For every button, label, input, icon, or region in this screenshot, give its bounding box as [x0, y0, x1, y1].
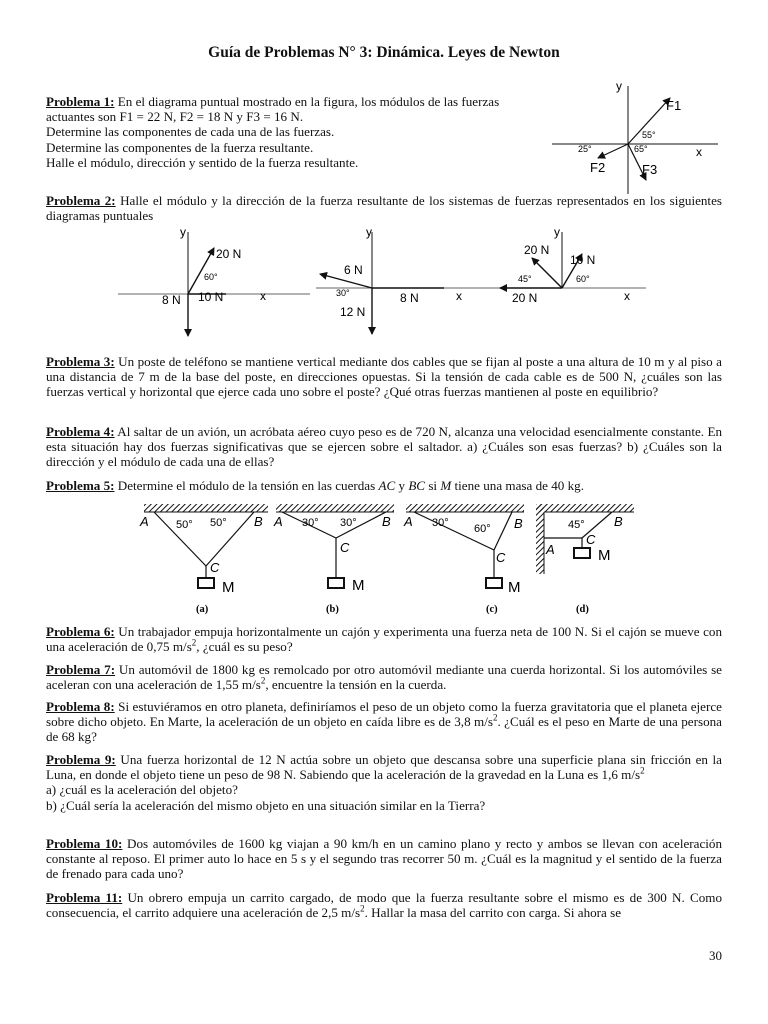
problem-1: Problema 1: En el diagrama puntual mostrado en la figura, los módulos de las fuerzas actuantes son F1 = 22 N, F2 = 18 N y F3 = 16 N. Determine las componentes de cada una de las fuerzas. Determine las componentes de la fuerza resultante. Halle el módulo, dirección y sentido de la fuerza resultante.	[46, 94, 500, 170]
problem-7-label: Problema 7:	[46, 662, 116, 677]
svg-text:A: A	[274, 514, 283, 529]
svg-text:x: x	[456, 289, 462, 303]
svg-text:45°: 45°	[568, 519, 585, 531]
svg-text:6 N: 6 N	[344, 263, 363, 277]
problem-8-label: Problema 8:	[46, 699, 115, 714]
figure-5c	[403, 504, 524, 615]
svg-text:B: B	[614, 514, 623, 529]
problem-9-question-a: a) ¿cuál es la aceleración del objeto?	[46, 782, 238, 798]
svg-text:8 N: 8 N	[162, 293, 181, 307]
problem-3-label: Problema 3:	[46, 354, 115, 369]
svg-text:10 N: 10 N	[198, 290, 224, 304]
svg-text:A: A	[404, 514, 413, 529]
svg-text:M: M	[352, 577, 365, 594]
figure-5d	[536, 504, 634, 615]
p1-f2-label: F2	[590, 160, 606, 175]
problem-3: Problema 3: Un poste de teléfono se mantiene vertical mediante dos cables que se fijan al poste a una altura de 10 m y al piso a una distancia de 7 m de la base del poste, en direcciones opuestas. Si la tensión de cada cable es de 500 N, ¿cuáles son las fuerzas vertical y horizontal que ejerce cada uno sobre el poste? ¿Qué otras fuerzas mantienen al poste en equilibrio?	[46, 354, 722, 400]
problem-10-label: Problema 10:	[46, 836, 123, 851]
p1-angle-65: 65°	[634, 144, 648, 154]
p1-angle-25: 25°	[578, 144, 592, 154]
force-diagram-3	[470, 225, 646, 305]
svg-text:y: y	[366, 225, 372, 239]
problem-2: Problema 2: Halle el módulo y la dirección de la fuerza resultante de los sistemas de fuerzas representados en los siguientes diagramas puntuales	[46, 193, 722, 224]
svg-text:A: A	[140, 514, 149, 529]
problem-9: Problema 9: Una fuerza horizontal de 12 N actúa sobre un objeto que descansa sobre una superficie plana sin fricción en la Luna, en donde el objeto tiene un peso de 98 N. Sabiendo que la aceleración de la gravedad en la Luna es 1,6 $m/s^2$ a) ¿cuál es la aceleración del objeto? b) ¿Cuál sería la aceleración del mismo objeto en una situación similar en la Tierra?	[46, 752, 722, 813]
problem-10: Problema 10: Dos automóviles de 1600 kg viajan a 90 km/h en un camino plano y recto y ambos se llevan con aceleración constante al reposo. El primer auto lo hace en 5 s y el segundo tras recorrer 50 m. ¿Cuál es la magnitud y el sentido de la fuerza de frenado para cada uno?	[46, 836, 722, 882]
problem-1-label: Problema 1:	[46, 94, 115, 109]
svg-text:x: x	[624, 289, 630, 303]
figure-5a	[139, 504, 268, 615]
problem-9-label: Problema 9:	[46, 752, 116, 767]
problem-11: Problema 11: Un obrero empuja un carrito cargado, de modo que la fuerza resultante sobre el mismo es de 300 N. Como consecuencia, el carrito adquiere una aceleración de 2,5 $m/s^2$. Hallar la masa del carrito con carga. Si ahora se	[46, 890, 723, 921]
p1-x-label: x	[696, 145, 702, 159]
problem-4: Problema 4: Al saltar de un avión, un acróbata aéreo cuyo peso es de 720 N, alcanza una velocidad esencialmente constante. En esta situación hay dos fuerzas significativas que se ejercen sobre el saltador. a) ¿Cuáles son esas fuerzas? b) ¿Cuáles son la dirección y el módulo de cada una de ellas?	[46, 424, 722, 470]
problem-5-label: Problema 5:	[46, 478, 115, 493]
svg-text:60°: 60°	[576, 274, 590, 284]
p1-angle-55: 55°	[642, 130, 656, 140]
problem-9-question-b: b) ¿Cuál sería la aceleración del mismo objeto en una situación similar en la Tierra?	[46, 797, 486, 813]
svg-text:50°: 50°	[210, 517, 227, 529]
figure-5b	[273, 504, 394, 615]
svg-text:20 N: 20 N	[524, 243, 550, 257]
svg-text:10 N: 10 N	[570, 253, 596, 267]
svg-text:12 N: 12 N	[340, 305, 366, 319]
svg-text:30°: 30°	[340, 517, 357, 529]
problem-2-label: Problema 2:	[46, 193, 116, 208]
svg-text:8 N: 8 N	[400, 291, 419, 305]
force-diagram-2	[316, 225, 482, 334]
svg-text:30°: 30°	[336, 288, 350, 298]
problem-5: Problema 5: Determine el módulo de la tensión en las cuerdas AC y BC si M tiene una masa de 40 kg.	[46, 478, 584, 493]
problem-2-diagrams	[110, 224, 650, 348]
problem-11-label: Problema 11:	[46, 890, 123, 905]
svg-text:x: x	[260, 289, 266, 303]
svg-text:(c): (c)	[486, 604, 498, 615]
svg-text:(d): (d)	[576, 604, 589, 615]
svg-text:M: M	[598, 547, 611, 564]
problem-5-figures	[130, 502, 670, 616]
svg-text:y: y	[180, 225, 186, 239]
problem-8: Problema 8: Si estuviéramos en otro planeta, definiríamos el peso de un objeto como la fuerza gravitatoria que el planeta ejerce sobre dicho objeto. En Marte, la aceleración de un objeto en caída libre es de 3,8 $m/s^2$. ¿Cuál es el peso en Marte de una persona de 68 kg?	[46, 699, 722, 745]
svg-text:20 N: 20 N	[216, 247, 242, 261]
p1-y-label: y	[616, 79, 622, 93]
p1-f3-label: F3	[642, 162, 658, 177]
svg-text:M: M	[508, 579, 521, 596]
svg-text:60°: 60°	[204, 272, 218, 282]
svg-text:20 N: 20 N	[512, 291, 538, 305]
page-title: Guía de Problemas N° 3: Dinámica. Leyes de Newton	[208, 44, 560, 61]
problem-4-label: Problema 4:	[46, 424, 115, 439]
svg-text:M: M	[222, 579, 235, 596]
problem-1-diagram	[548, 76, 728, 196]
svg-text:A: A	[546, 542, 555, 557]
svg-text:(a): (a)	[196, 604, 209, 615]
svg-text:B: B	[254, 514, 263, 529]
force-diagram-1	[118, 225, 310, 336]
svg-text:30°: 30°	[432, 517, 449, 529]
problem-7: Problema 7: Un automóvil de 1800 kg es remolcado por otro automóvil mediante una cuerda horizontal. Si los automóviles se aceleran con una aceleración de 1,55 $m/s^2$, encuentre la tensión en la cuerda.	[46, 662, 722, 693]
svg-text:C: C	[340, 540, 350, 555]
page-number: 30	[709, 948, 722, 963]
svg-text:50°: 50°	[176, 519, 193, 531]
problem-6: Problema 6: Un trabajador empuja horizontalmente un cajón y experimenta una fuerza neta de 100 N. Si el cajón se mueve con una aceleración de 0,75 $m/s^2$, ¿cuál es su peso?	[46, 624, 722, 655]
svg-text:45°: 45°	[518, 274, 532, 284]
svg-text:C: C	[586, 532, 596, 547]
svg-text:y: y	[554, 225, 560, 239]
problem-6-label: Problema 6:	[46, 624, 115, 639]
p1-f1-label: F1	[666, 98, 682, 113]
svg-text:(b): (b)	[326, 604, 339, 615]
svg-text:B: B	[382, 514, 391, 529]
svg-text:C: C	[210, 560, 220, 575]
svg-text:B: B	[514, 516, 523, 531]
svg-text:C: C	[496, 550, 506, 565]
svg-text:60°: 60°	[474, 523, 491, 535]
svg-text:30°: 30°	[302, 517, 319, 529]
